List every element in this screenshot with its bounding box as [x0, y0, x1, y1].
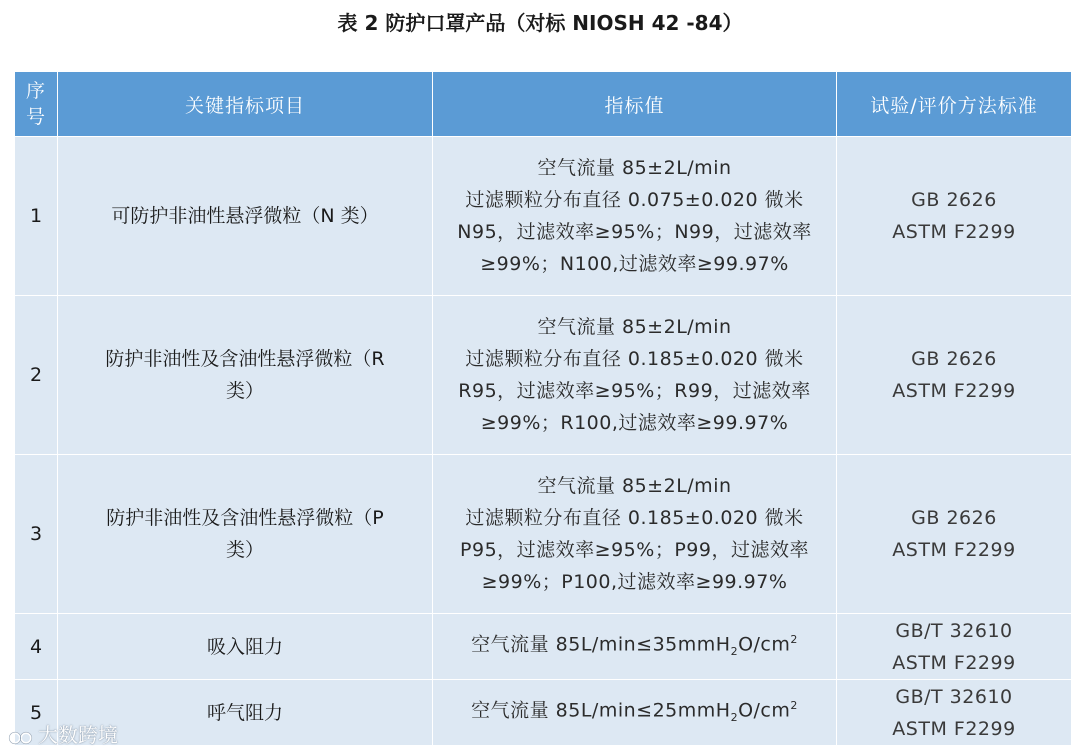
header-item: 关键指标项目: [58, 72, 433, 137]
watermark-text: 大数跨境: [38, 723, 118, 747]
row-item: 防护非油性及含油性悬浮微粒（R 类）: [58, 296, 433, 455]
table-row: [15, 614, 1072, 680]
table-title: 表 2 防护口罩产品（对标 NIOSH 42 -84）: [337, 11, 743, 35]
header-method: 试验/评价方法标准: [837, 72, 1072, 137]
row-method: GB/T 32610 ASTM F2299: [837, 614, 1072, 680]
table-row: [15, 680, 1072, 746]
table-row: [15, 296, 1072, 455]
product-table: [14, 71, 1072, 746]
row-value: 空气流量 85±2L/min 过滤颗粒分布直径 0.185±0.020 微米 P95，过滤效率≥95%；P99，过滤效率 ≥99%；P100,过滤效率≥99.97%: [433, 455, 837, 614]
row-method: GB 2626 ASTM F2299: [837, 455, 1072, 614]
table-row: [15, 137, 1072, 296]
row-number: 3: [15, 455, 58, 614]
row-item: 可防护非油性悬浮微粒（N 类）: [58, 137, 433, 296]
logo-icon: [8, 726, 34, 748]
row-number: 2: [15, 296, 58, 455]
watermark: [8, 720, 118, 750]
row-value: 空气流量 85±2L/min 过滤颗粒分布直径 0.185±0.020 微米 R95，过滤效率≥95%；R99，过滤效率 ≥99%；R100,过滤效率≥99.97%: [433, 296, 837, 455]
row-method: GB/T 32610 ASTM F2299: [837, 680, 1072, 746]
header-index: 序 号: [15, 72, 58, 137]
row-item: 吸入阻力: [58, 614, 433, 680]
header-value: 指标值: [433, 72, 837, 137]
row-item: 呼气阻力: [58, 680, 433, 746]
row-method: GB 2626 ASTM F2299: [837, 296, 1072, 455]
row-number: 5: [15, 680, 58, 746]
header-row: [15, 72, 1072, 137]
row-value: 空气流量 85±2L/min 过滤颗粒分布直径 0.075±0.020 微米 N95，过滤效率≥95%；N99，过滤效率 ≥99%；N100,过滤效率≥99.97%: [433, 137, 837, 296]
table-row: [15, 455, 1072, 614]
row-item: 防护非油性及含油性悬浮微粒（P 类）: [58, 455, 433, 614]
row-value: 空气流量 $85L/\min\le 25mmH_2O/cm^2$: [433, 680, 837, 746]
row-number: 1: [15, 137, 58, 296]
row-method: GB 2626 ASTM F2299: [837, 137, 1072, 296]
row-number: 4: [15, 614, 58, 680]
row-value: 空气流量 $85L/\min\le 35mmH_2O/cm^2$: [433, 614, 837, 680]
